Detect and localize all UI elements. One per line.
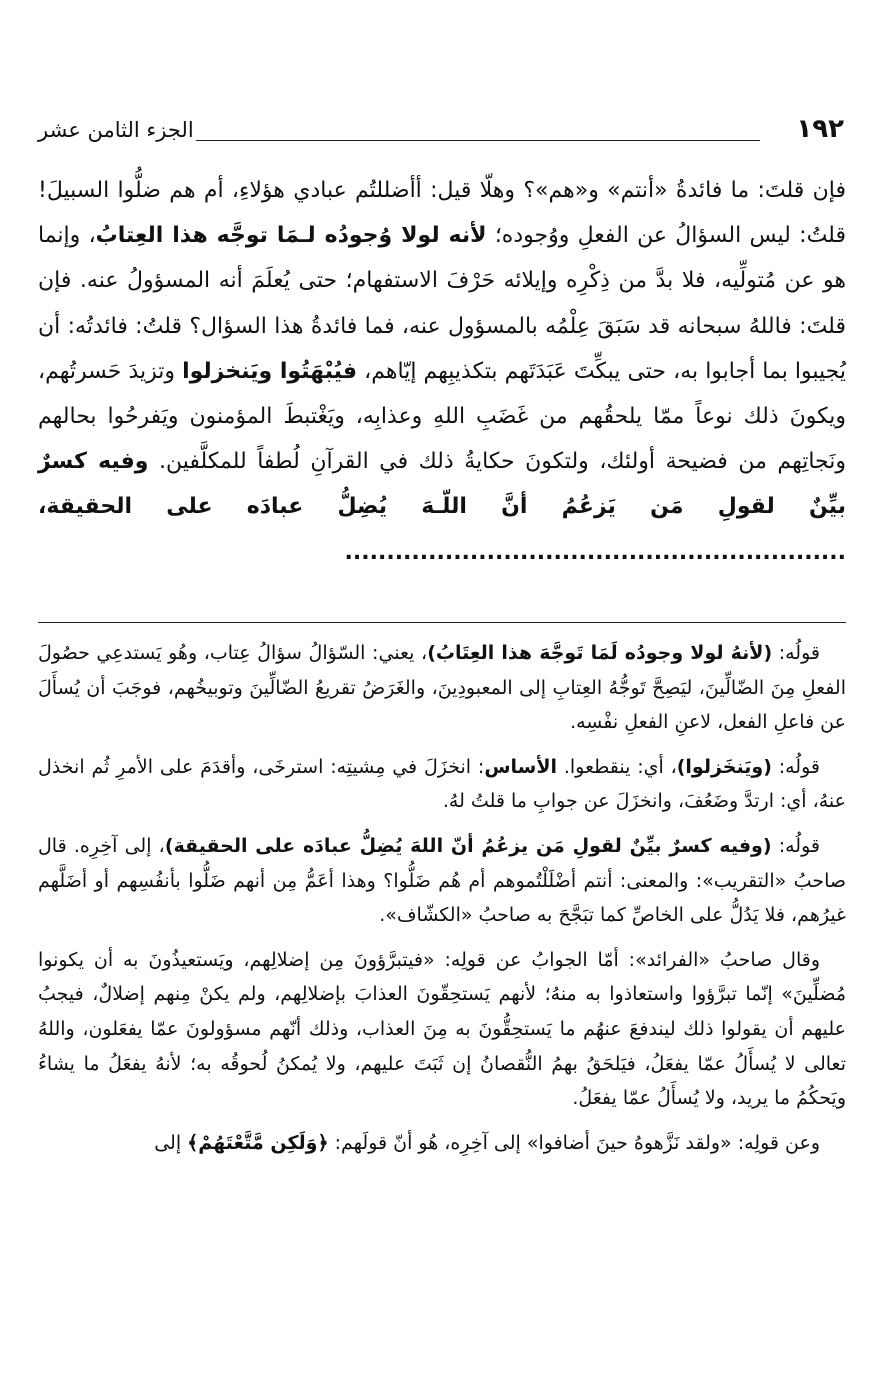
note-text: : انخزَلَ في مِشيتِه: استرخَى، وأقدَمَ على الأمرِ ثُم انخذل عنهُ، أي: ارتدَّ وضَعُفَ، وانخزَلَ عن جوابِ ما قلتُ لهُ. <box>38 755 846 813</box>
note-text: وقال صاحبُ «الفرائد»: أمّا الجوابُ عن قولِه: «فيتبرَّؤونَ مِن إضلالِهم، ويَستعيذُونَ به أن يكونوا مُضلِّينَ» إنّما تبرَّؤوا واستعاذوا به منهُ؛ لأنهم يَستحِقّونَ العذابَ بإضلالِهم، ولم يكنْ مِنهم إضلالٌ، فيجبُ عليهم أن يقولوا ذلك ليندفعَ عنهُم ما يَستحِقُّونَ به مِنَ العذاب، وذلك أنّهم مسؤولونَ عمّا يفعَلون، واللهُ تعالى لا يُسأَلُ عمّا يفعَلُ، فيَلحَقُ بهمُ النُّقصانُ إن ثَبَتَ عليهم، ولا يُمكنُ لُحوقُه به؛ لأنهُ يفعَلُ ما يشاءُ ويَحكُمُ ما يريد، ولا يُسأَلُ عمّا يفعَلُ. <box>38 948 846 1110</box>
quran-quote: ﴿وَلَكِن مَّتَّعْتَهُمْ﴾ <box>187 1131 329 1154</box>
footnote-divider <box>38 622 846 623</box>
note-lead: قولُه: <box>771 834 820 857</box>
note-lead: قولُه: <box>771 755 820 778</box>
note-source: الأساس <box>484 755 558 778</box>
note-quote: (لأنهُ لولا وجودُه لَمَا تَوجَّهَ هذا العِتَابُ) <box>427 642 773 664</box>
main-text <box>38 168 846 575</box>
note-text: ، إلى آخِرِه. قال صاحبُ «التقريب»: والمعنى: أنتم أضْلَلْتُموهم أم هُم ضَلُّوا؟ وهذا أعَمُّ مِن أنهم ضَلُّوا بأنفُسِهم أو أضَلَّهم غيرُهم، فلا يَدُلُّ على الخاصِّ كما تبَجَّحَ به صاحبُ «الكشّاف». <box>38 834 846 927</box>
note-text: وعن قولِه: «ولقد نَزَّهوهُ حينَ أضافوا» إلى آخِرِه، هُو أنّ قولَهم: <box>328 1131 820 1154</box>
main-text-dots: ............................................................ <box>344 539 846 565</box>
main-text-segment: وتزيدَ حَسرتُهم، ويكونَ ذلك نوعاً ممّا يلحقُهم من غَضَبِ اللهِ وعذابِه، ويَغْتبطَ المؤمنون ويَفرحُوا بحالهم ونَجاتِهم من فضيحة أولئك، ولتكونَ حكايةُ ذلك في القرآنِ لُطفاً للمكلَّفين. <box>38 358 846 475</box>
note-paragraph <box>38 750 846 819</box>
note-quote: (ويَنخَزلوا) <box>676 755 772 778</box>
note-text: إلى <box>154 1131 188 1154</box>
note-lead: قولُه: <box>772 642 820 664</box>
commentary-notes <box>38 636 846 1170</box>
note-paragraph <box>38 943 846 1116</box>
note-paragraph <box>38 1126 846 1161</box>
main-text-segment: ، وإنما هو عن مُتولِّيه، فلا بدَّ من ذِكْرِه وإيلائه حَرْفَ الاستفهام؛ حتى يُعلَمَ أنه المسؤولُ عنه. فإن قلتَ: فاللهُ سبحانه قد سَبَقَ عِلْمُه بالمسؤول عنه، فما فائدةُ هذا السؤال؟ قلتُ: فائدتُه: أن يُجيبوا بما أجابوا به، حتى يبكِّتَ عَبَدَتَهم بتكذيبِهم إيّاهم، <box>38 223 846 384</box>
part-title: الجزء الثامن عشر <box>38 118 194 142</box>
note-paragraph <box>38 636 846 740</box>
note-text: ، يعني: السّؤالُ سؤالُ عِتاب، وهُو يَستدعِي حصُولَ الفعلِ مِنَ الضّالِّينَ، ليَصِحَّ تَوجُّهُ العِتابِ إلى المعبودِينَ، والغَرَضُ تقريعُ الضّالِّينَ وتوبيخُهم، فوجَبَ أن يُسأَلَ عن فاعلِ الفعل، لاعنِ الفعلِ نفْسِه. <box>38 642 846 734</box>
main-text-bold: لأنه لولا وُجودُه لـمَا توجَّه هذا العِتابُ <box>95 223 487 249</box>
note-paragraph <box>38 829 846 933</box>
note-quote: (وفيه كسرٌ بيِّنٌ لقولِ مَن يزعُمُ أنّ اللهَ يُضِلُّ عبادَه على الحقيقة) <box>164 834 772 857</box>
main-text-bold: وفيه كسرٌ بيِّنٌ لقولِ مَن يَزعُمُ أنَّ اللّـهَ يُضِلُّ عبادَه على الحقيقة، <box>38 449 846 520</box>
main-text-bold: فيُبْهَتُوا ويَنخزلوا <box>182 358 358 384</box>
page-header <box>38 112 846 152</box>
page-number: ١٩٢ <box>796 114 844 144</box>
main-text-segment: فإن قلتَ: ما فائدةُ «أنتم» و«هم»؟ وهلّا قيل: أأضللتُم عبادي هؤلاءِ، أم هم ضلُّوا السبيلَ! قلتُ: ليس السؤالُ عن الفعلِ ووُجوده؛ <box>38 178 846 249</box>
header-rule <box>196 140 760 141</box>
note-text: ، أي: ينقطعوا. <box>557 755 677 778</box>
